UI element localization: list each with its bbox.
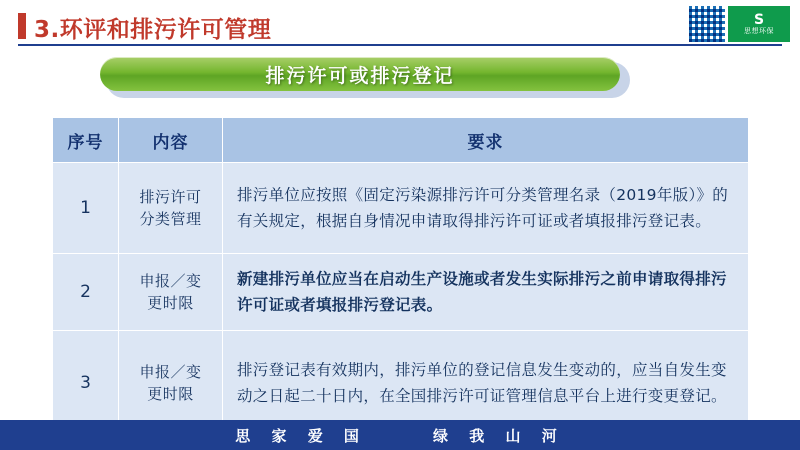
column-header-no: 序号 xyxy=(53,118,119,163)
row-requirement: 排污登记表有效期内，排污单位的登记信息发生变动的，应当自发生变动之日起二十日内，在全国排污许可证管理信息平台上进行变更登记。 xyxy=(223,331,749,436)
section-banner-label: 排污许可或排污登记 xyxy=(265,64,455,87)
row-number: 2 xyxy=(53,254,119,331)
qr-code-icon xyxy=(688,5,726,43)
row-item xyxy=(119,254,223,331)
row-requirement: 新建排污单位应当在启动生产设施或者发生实际排污之前申请取得排污许可证或者填报排污登记表。 xyxy=(223,254,749,331)
column-header-item: 内容 xyxy=(119,118,223,163)
company-logo xyxy=(728,6,790,42)
table-row xyxy=(53,254,749,331)
row-item xyxy=(119,163,223,254)
table-header-row xyxy=(53,118,749,163)
footer-slogan: 思 家 爱 国 绿 我 山 河 xyxy=(235,426,565,445)
row-number: 3 xyxy=(53,331,119,436)
row-item-line2: 更时限 xyxy=(147,385,194,403)
row-number: 1 xyxy=(53,163,119,254)
requirements-table xyxy=(52,117,749,436)
title-underline xyxy=(18,44,782,46)
row-item-line1: 申报／变 xyxy=(139,272,202,290)
table-row xyxy=(53,163,749,254)
row-item-line1: 申报／变 xyxy=(139,363,202,381)
row-item-line2: 更时限 xyxy=(147,294,194,312)
column-header-requirement: 要求 xyxy=(223,118,749,163)
title-accent-bar xyxy=(18,13,26,39)
page-footer xyxy=(0,420,800,450)
page-title: 3.环评和排污许可管理 xyxy=(34,17,272,43)
page-header xyxy=(0,0,800,46)
row-item-line1: 排污许可 xyxy=(139,188,202,206)
row-item-line2: 分类管理 xyxy=(139,210,202,228)
row-requirement: 排污单位应按照《固定污染源排污许可分类管理名录（2019年版）》的有关规定，根据自身情况申请取得排污许可证或者填报排污登记表。 xyxy=(223,163,749,254)
logo-mark: S xyxy=(753,11,765,28)
brand-logo xyxy=(688,5,790,43)
section-banner xyxy=(100,57,620,91)
logo-name: 思想环保 xyxy=(744,26,774,35)
